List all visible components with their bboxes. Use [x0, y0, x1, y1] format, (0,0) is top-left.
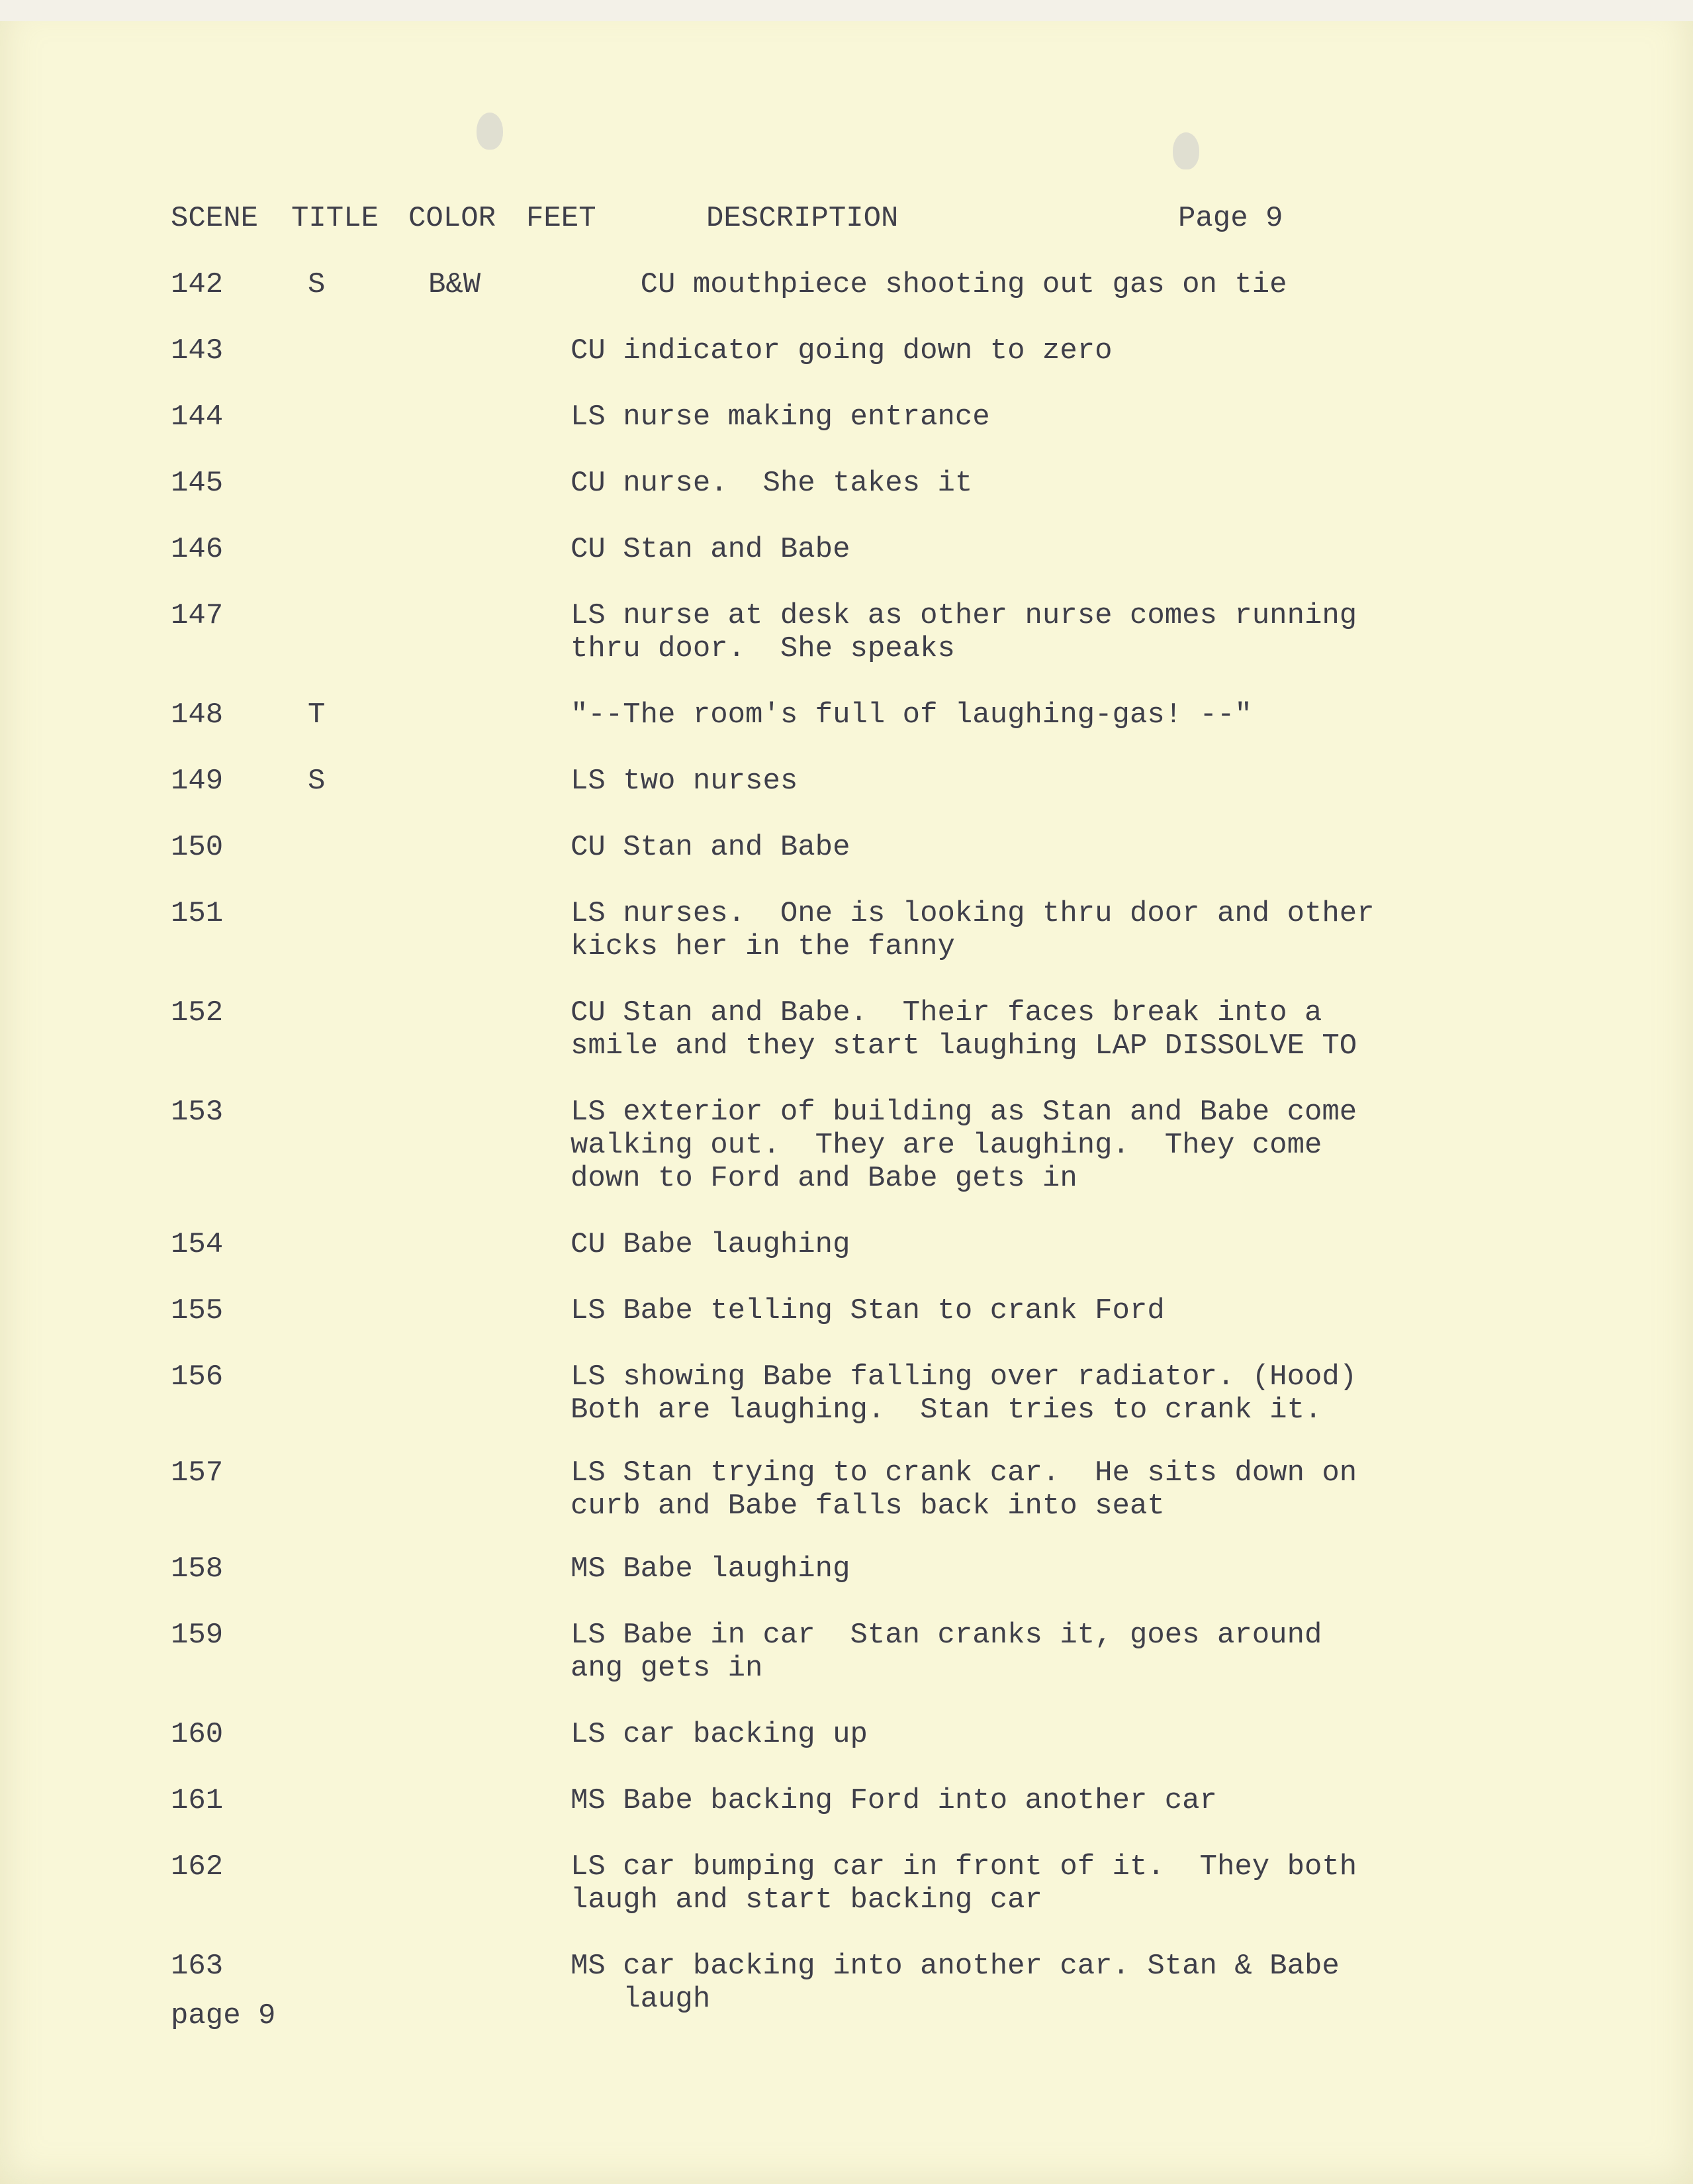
scene-description: LS Babe telling Stan to crank Ford [571, 1294, 1165, 1327]
scene-description: LS car backing up [571, 1718, 868, 1751]
title-code: S [308, 765, 326, 798]
scene-number: 152 [171, 996, 224, 1029]
scene-description: LS exterior of building as Stan and Babe come walking out. They are laughing. They come down to Ford and Babe gets in [571, 1096, 1357, 1195]
scene-number: 163 [171, 1950, 224, 1983]
scene-description: CU Stan and Babe. Their faces break into a smile and they start laughing LAP DISSOLVE TO [571, 996, 1357, 1063]
scene-number: 158 [171, 1552, 224, 1586]
scene-number: 144 [171, 401, 224, 434]
scene-number: 159 [171, 1619, 224, 1652]
scene-number: 149 [171, 765, 224, 798]
scene-description: LS Babe in car Stan cranks it, goes around ang gets in [571, 1619, 1322, 1685]
scene-number: 160 [171, 1718, 224, 1751]
header-description: DESCRIPTION [706, 202, 899, 235]
scene-number: 146 [171, 533, 224, 566]
scene-description: LS nurse making entrance [571, 401, 990, 434]
scene-number: 153 [171, 1096, 224, 1129]
scene-description: LS two nurses [571, 765, 798, 798]
page-number: Page 9 [1178, 202, 1283, 235]
scene-description: MS Babe backing Ford into another car [571, 1784, 1217, 1817]
punch-hole-mark [1173, 132, 1199, 169]
scene-description: LS showing Babe falling over radiator. (Hood) Both are laughing. Stan tries to crank it. [571, 1360, 1357, 1427]
header-color: COLOR [408, 202, 496, 235]
scene-number: 148 [171, 698, 224, 732]
scene-number: 147 [171, 599, 224, 632]
scene-number: 155 [171, 1294, 224, 1327]
punch-hole-mark [477, 113, 503, 150]
scene-description: MS car backing into another car. Stan & Babe laugh [571, 1950, 1340, 2016]
scene-number: 161 [171, 1784, 224, 1817]
scene-number: 142 [171, 268, 224, 301]
scene-number: 145 [171, 467, 224, 500]
scene-description: LS car bumping car in front of it. They both laugh and start backing car [571, 1850, 1357, 1917]
scene-description: CU Stan and Babe [571, 533, 850, 566]
title-code: S [308, 268, 326, 301]
scene-number: 151 [171, 897, 224, 930]
scene-description: LS nurses. One is looking thru door and other kicks her in the fanny [571, 897, 1375, 963]
color-code: B&W [428, 268, 481, 301]
scene-number: 143 [171, 334, 224, 367]
scene-number: 154 [171, 1228, 224, 1261]
header-title: TITLE [291, 202, 379, 235]
scene-description: "--The room's full of laughing-gas! --" [571, 698, 1252, 732]
header-scene: SCENE [171, 202, 259, 235]
scene-number: 150 [171, 831, 224, 864]
scene-number: 162 [171, 1850, 224, 1883]
scene-number: 157 [171, 1456, 224, 1490]
scene-number: 156 [171, 1360, 224, 1394]
scene-description: CU indicator going down to zero [571, 334, 1113, 367]
scene-description: MS Babe laughing [571, 1552, 850, 1586]
page-top-edge [0, 0, 1693, 21]
scene-description: LS nurse at desk as other nurse comes running thru door. She speaks [571, 599, 1357, 665]
footer-page-label: page 9 [171, 1999, 276, 2032]
header-feet: FEET [526, 202, 596, 235]
scene-description: CU Stan and Babe [571, 831, 850, 864]
scene-description: LS Stan trying to crank car. He sits down on curb and Babe falls back into seat [571, 1456, 1357, 1523]
scene-description: CU mouthpiece shooting out gas on tie [571, 268, 1287, 301]
scene-description: CU nurse. She takes it [571, 467, 973, 500]
scene-description: CU Babe laughing [571, 1228, 850, 1261]
title-code: T [308, 698, 326, 732]
